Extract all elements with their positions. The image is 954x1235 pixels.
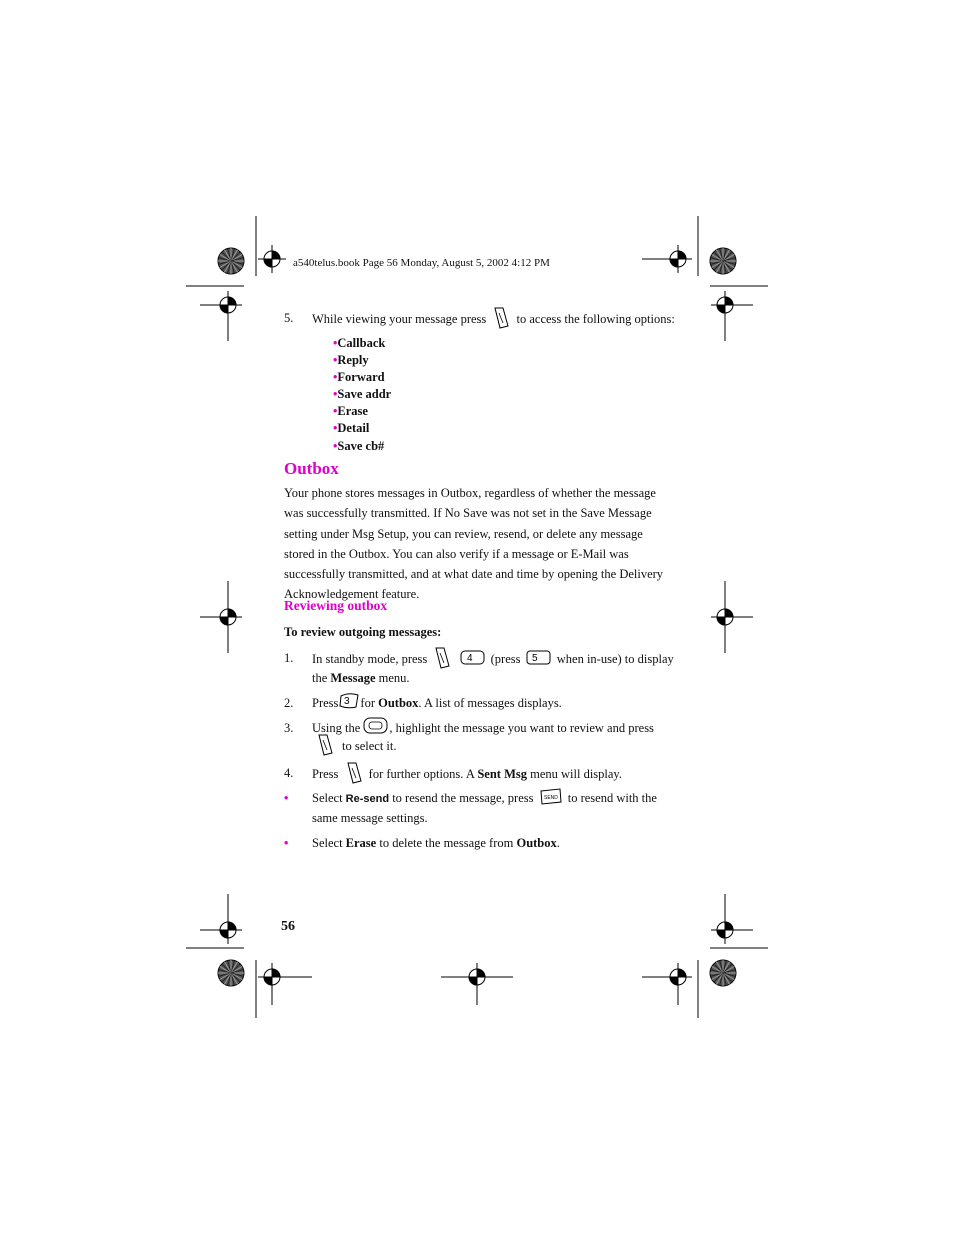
- option-item: •Reply: [333, 353, 369, 367]
- number-4-key-icon: [460, 650, 486, 666]
- option-item: •Save addr: [333, 387, 392, 401]
- number-5-key-icon: [526, 650, 552, 666]
- registration-mark-icon: [441, 963, 513, 1005]
- menu-key-icon: [491, 307, 511, 329]
- page-number: 56: [281, 919, 295, 934]
- option-item: •Callback: [333, 336, 386, 350]
- registration-mark-icon: [711, 894, 753, 944]
- step-number: 5.: [284, 311, 294, 325]
- step-text: While viewing your message press: [312, 311, 487, 326]
- registration-mark-icon: [200, 581, 242, 653]
- registration-mark-icon: [642, 963, 692, 1005]
- section-paragraph: Your phone stores messages in Outbox, regardless of whether the message was successfully transmitted. If No Save was not set in the Save Message setting under Msg Setup, you can review, resend, or delete any message stored in the Outbox. You can also verify if a message or E-Mail was successfully transmitted, and at what date and time by opening the Delivery Acknowledgement feature.: [284, 486, 664, 602]
- svg-text:3: 3: [344, 696, 350, 708]
- registration-mark-icon: [200, 291, 242, 341]
- option-item: •Forward: [333, 370, 385, 384]
- procedure-lead: To review outgoing messages:: [284, 625, 442, 639]
- menu-key-icon: [314, 734, 336, 756]
- nav-key-icon: [363, 717, 389, 735]
- subsection-title: Reviewing outbox: [284, 598, 388, 613]
- option-item: •Erase: [333, 404, 368, 418]
- registration-mark-icon: [258, 963, 312, 1005]
- section-title: Outbox: [284, 459, 339, 478]
- send-key-icon: [539, 788, 563, 806]
- step-2: 2. Press 3 for Outbox. A list of messages displays.: [284, 696, 684, 716]
- book-header: a540telus.book Page 56 Monday, August 5, 2002 4:12 PM: [293, 257, 550, 269]
- step-5: [284, 311, 684, 331]
- step-1: 1. In standby mode, press 4 (press 5 when in-use) to display the Message menu.: [284, 651, 684, 691]
- menu-key-icon: [344, 762, 364, 784]
- registration-mark-icon: [258, 245, 286, 273]
- star-target-icon: [710, 248, 736, 274]
- step-4: 4. Press for further options. A Sent Msg menu will display.: [284, 766, 684, 786]
- svg-text:5: 5: [531, 653, 538, 664]
- number-3-key-icon: [338, 692, 360, 710]
- registration-mark-icon: [200, 894, 242, 944]
- bullet-erase: • Select Erase to delete the message from Outbox.: [284, 836, 560, 850]
- star-target-icon: [710, 960, 736, 986]
- option-item: •Detail: [333, 421, 370, 435]
- menu-key-icon: [432, 647, 452, 669]
- option-item: •Save cb#: [333, 439, 385, 453]
- registration-mark-icon: [711, 581, 753, 653]
- step-3: 3. Using the , highlight the message you want to review and press to select it.: [284, 721, 684, 761]
- step-text: to access the following options:: [516, 311, 675, 326]
- svg-text:4: 4: [466, 653, 473, 664]
- star-target-icon: [218, 960, 244, 986]
- registration-mark-icon: [711, 291, 753, 341]
- svg-text:SEND: SEND: [543, 795, 558, 802]
- registration-mark-icon: [642, 245, 692, 273]
- bullet-resend: • Select Re-send to resend the message, press SEND to resend with the same message settings.: [284, 791, 684, 831]
- star-target-icon: [218, 248, 244, 274]
